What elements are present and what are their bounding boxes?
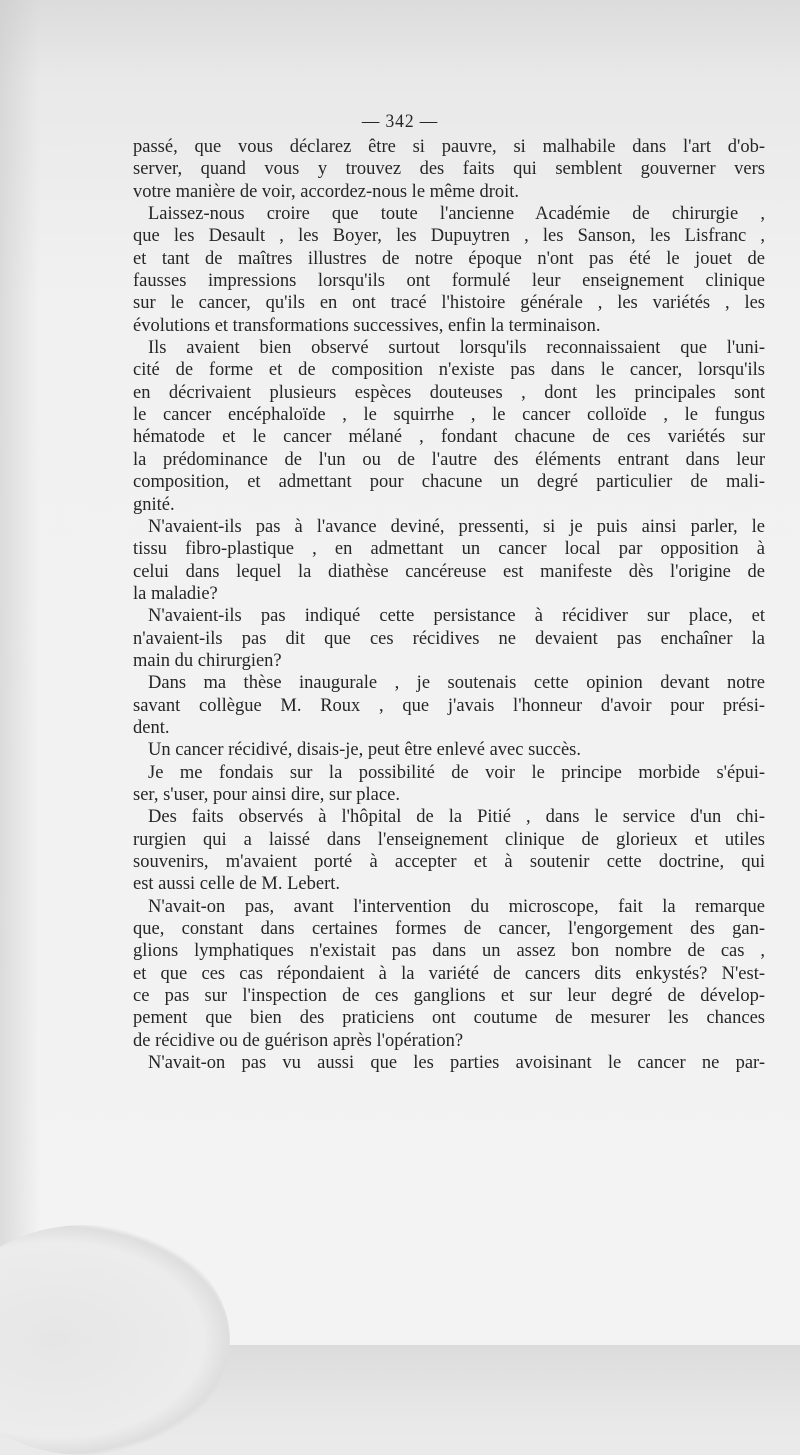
text-line: composition, et admettant pour chacune un degré particulier de mali-	[133, 472, 765, 493]
text-line: ser, s'user, pour ainsi dire, sur place.	[133, 784, 400, 805]
page-edge-shadow	[0, 0, 40, 1345]
text-line: et tant de maîtres illustres de notre époque n'ont pas été le jouet de	[133, 248, 765, 269]
text-line: souvenirs, m'avaient porté à accepter et à soutenir cette doctrine, qui	[133, 852, 765, 872]
text-line: la prédominance de l'un ou de l'autre des éléments entrant dans leur	[133, 449, 765, 470]
text-line: de récidive ou de guérison après l'opération?	[133, 1030, 464, 1051]
text-line: main du chirurgien?	[133, 650, 282, 671]
text-line: ce pas sur l'inspection de ces ganglions et sur leur degré de dévelop-	[133, 986, 765, 1007]
text-line: pement que bien des praticiens ont coutume de mesurer les chances	[133, 1008, 765, 1029]
text-line: le cancer encéphaloïde , le squirrhe , le cancer colloïde , le fungus	[133, 405, 765, 426]
paper-stain	[0, 1225, 230, 1455]
text-line: n'avaient-ils pas dit que ces récidives ne devaient pas enchaîner la	[133, 628, 765, 649]
text-line: la maladie?	[133, 583, 218, 604]
text-line: rurgien qui a laissé dans l'enseignement clinique de glorieux et utiles	[133, 829, 765, 850]
text-line: sur le cancer, qu'ils en ont tracé l'histoire générale , les variétés , les	[133, 293, 765, 314]
text-line: hématode et le cancer mélané , fondant chacune de ces variétés sur	[133, 427, 765, 448]
text-line: gnité.	[133, 494, 175, 515]
body-text	[133, 136, 765, 1074]
text-line: server, quand vous y trouvez des faits qui semblent gouverner vers	[133, 159, 765, 180]
text-line: glions lymphatiques n'existait pas dans un assez bon nombre de cas ,	[133, 941, 765, 962]
text-line: N'avait-on pas vu aussi que les parties avoisinant le cancer ne par-	[148, 1053, 765, 1074]
text-line: N'avait-on pas, avant l'intervention du microscope, fait la remarque	[148, 896, 765, 917]
text-line: Ils avaient bien observé surtout lorsqu'ils reconnaissaient que l'uni-	[148, 338, 765, 359]
text-line: tissu fibro-plastique , en admettant un cancer local par opposition à	[133, 539, 765, 560]
text-line: évolutions et transformations successives, enfin la terminaison.	[133, 315, 601, 336]
text-line: fausses impressions lorsqu'ils ont formulé leur enseignement clinique	[133, 271, 765, 292]
text-line: et que ces cas répondaient à la variété de cancers dits enkystés? N'est-	[133, 963, 765, 984]
text-line: est aussi celle de M. Lebert.	[133, 874, 341, 895]
text-line: cité de forme et de composition n'existe pas dans le cancer, lorsqu'ils	[133, 360, 765, 381]
text-line: que les Desault , les Boyer, les Dupuytren , les Sanson, les Lisfranc ,	[133, 226, 765, 247]
page-number: — 342 —	[361, 111, 439, 132]
text-line: Des faits observés à l'hôpital de la Pitié , dans le service d'un chi-	[148, 807, 765, 828]
text-line: savant collègue M. Roux , que j'avais l'honneur d'avoir pour prési-	[133, 695, 765, 716]
text-line: passé, que vous déclarez être si pauvre, si malhabile dans l'art d'ob-	[133, 137, 765, 157]
text-line: Un cancer récidivé, disais-je, peut être enlevé avec succès.	[148, 740, 581, 761]
text-line: Je me fondais sur la possibilité de voir le principe morbide s'épui-	[148, 762, 765, 783]
text-line: N'avaient-ils pas à l'avance deviné, pressenti, si je puis ainsi parler, le	[148, 516, 765, 537]
text-line: que, constant dans certaines formes de cancer, l'engorgement des gan-	[133, 919, 765, 940]
text-line: dent.	[133, 717, 170, 738]
text-line: celui dans lequel la diathèse cancéreuse est manifeste dès l'origine de	[133, 561, 765, 582]
text-line: en décrivaient plusieurs espèces douteuses , dont les principales sont	[133, 382, 765, 403]
text-line: Laissez-nous croire que toute l'ancienne Académie de chirurgie ,	[148, 204, 765, 225]
text-line: Dans ma thèse inaugurale , je soutenais cette opinion devant notre	[148, 673, 765, 694]
text-line: N'avaient-ils pas indiqué cette persistance à récidiver sur place, et	[148, 606, 765, 627]
text-line: votre manière de voir, accordez-nous le même droit.	[133, 181, 520, 202]
